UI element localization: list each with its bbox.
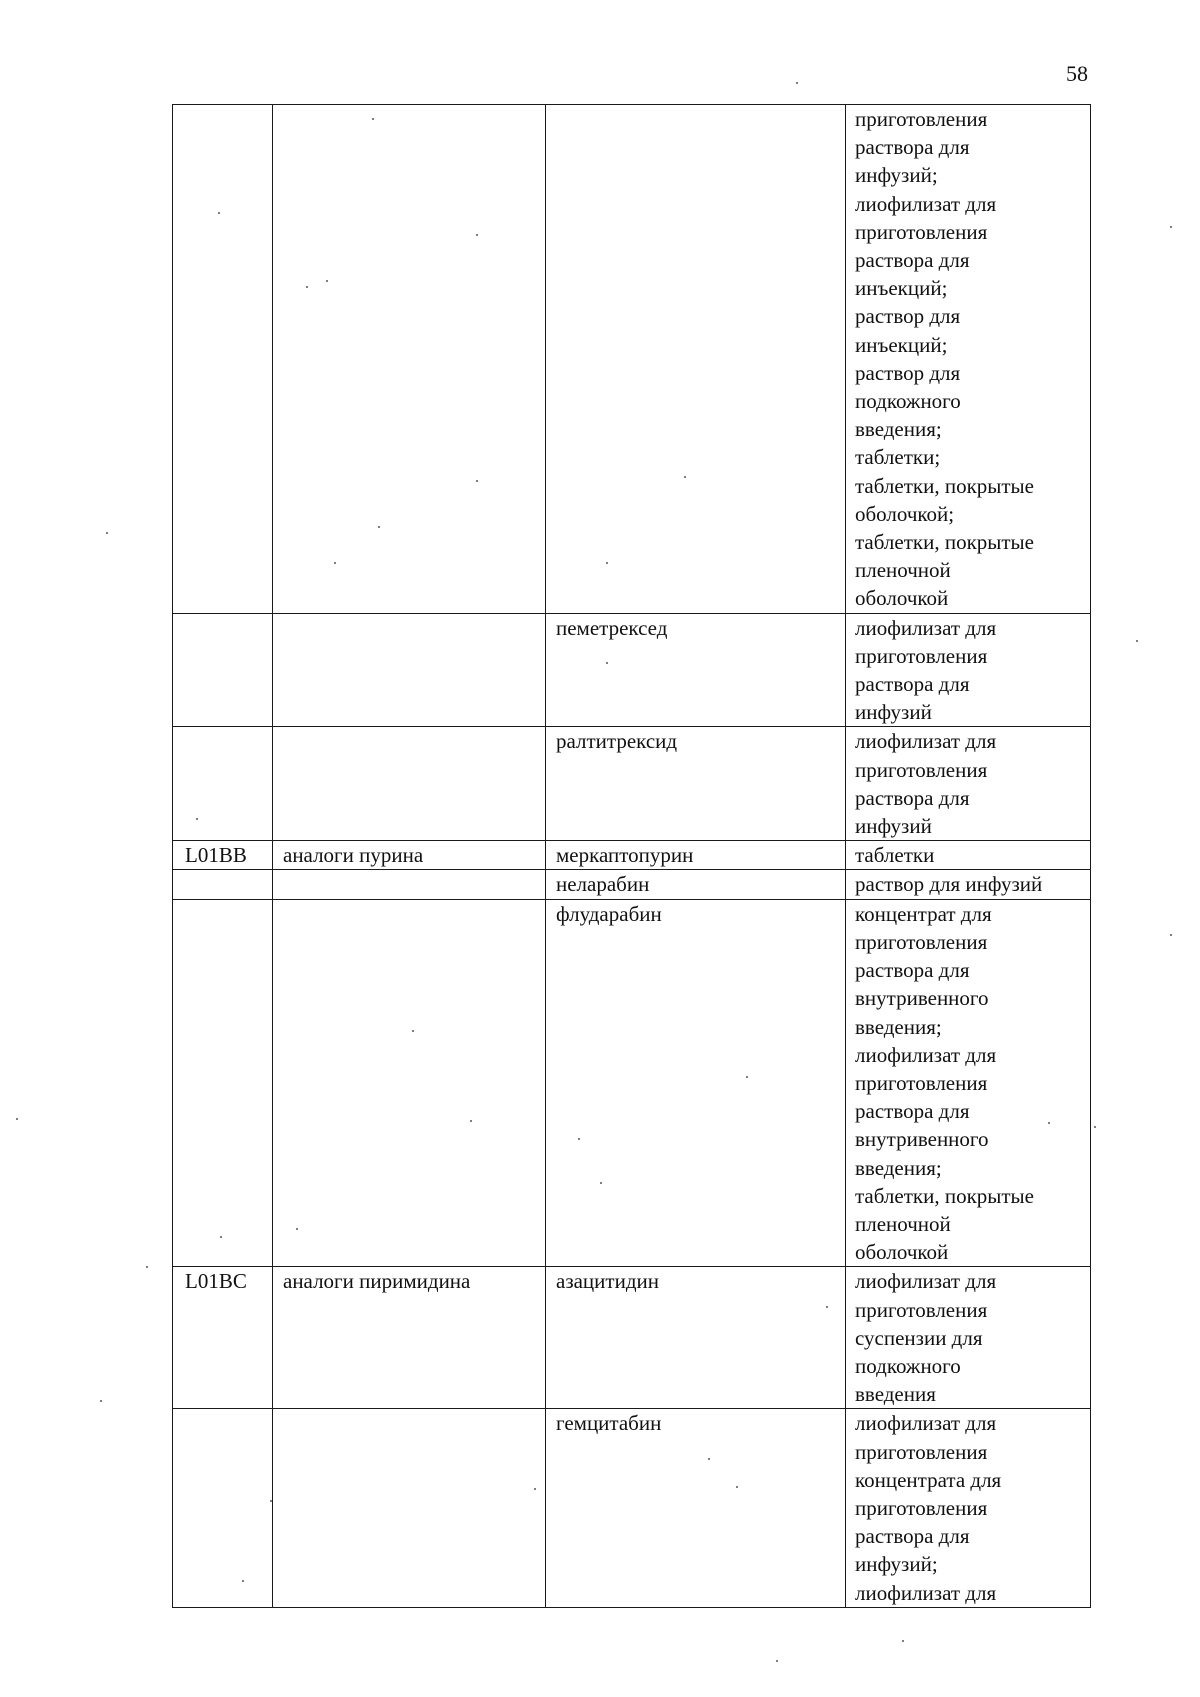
- scan-speck: [146, 1266, 148, 1268]
- dosage-form-line: инъекций;: [855, 276, 948, 301]
- dosage-form-line: приготовления: [855, 1439, 988, 1464]
- scan-speck: [270, 1500, 272, 1502]
- dosage-form-line: раствор для: [855, 304, 961, 329]
- dosage-form-line: введения: [855, 1382, 936, 1407]
- dosage-form-line: внутривенного: [855, 1127, 989, 1152]
- dosage-form-line: приготовления: [855, 107, 988, 131]
- drug-name-cell: неларабин: [546, 870, 846, 899]
- dosage-form-line: таблетки: [855, 843, 935, 868]
- scan-speck: [412, 1030, 414, 1032]
- dosage-form-cell: [846, 899, 1091, 1267]
- group-name-cell: [273, 1409, 546, 1607]
- group-name-cell: [273, 727, 546, 841]
- dosage-form-line: приготовления: [855, 1070, 988, 1095]
- dosage-form-line: лиофилизат для: [855, 615, 997, 640]
- dosage-form-line: раствора для: [855, 958, 970, 983]
- dosage-form-line: раствора для: [855, 1099, 970, 1124]
- atc-code-cell: [173, 1409, 273, 1607]
- scan-speck: [1170, 226, 1172, 228]
- scan-speck: [826, 1306, 828, 1308]
- table-row: [173, 899, 1091, 1267]
- table-row: [173, 841, 1091, 870]
- dosage-form-cell: [846, 870, 1091, 899]
- table-row: [173, 613, 1091, 727]
- drug-name-cell: меркаптопурин: [546, 841, 846, 870]
- scan-speck: [736, 1486, 738, 1488]
- scan-speck: [902, 1640, 904, 1642]
- scan-speck: [306, 286, 308, 288]
- dosage-form-line: концентрата для: [855, 1467, 1002, 1492]
- scan-speck: [476, 480, 478, 482]
- dosage-form-line: раствора для: [855, 785, 970, 810]
- scan-speck: [218, 212, 220, 214]
- scan-speck: [378, 526, 380, 528]
- scan-speck: [100, 1400, 102, 1402]
- scan-speck: [326, 280, 328, 282]
- drug-name-cell: азацитидин: [546, 1267, 846, 1409]
- dosage-form-line: концентрат для: [855, 901, 992, 926]
- scan-speck: [106, 532, 108, 534]
- dosage-form-line: пленочной: [855, 1211, 951, 1236]
- scan-speck: [708, 1458, 710, 1460]
- dosage-form-line: суспензии для: [855, 1325, 983, 1350]
- atc-code-cell: L01BC: [173, 1267, 273, 1409]
- dosage-form-line: инфузий;: [855, 1552, 938, 1577]
- scan-speck: [1136, 640, 1138, 642]
- dosage-form-line: введения;: [855, 1014, 942, 1039]
- dosage-form-line: пленочной: [855, 558, 951, 583]
- dosage-form-line: лиофилизат для: [855, 1269, 997, 1294]
- dosage-form-cell: [846, 1267, 1091, 1409]
- drug-name-cell: пеметрексед: [546, 613, 846, 727]
- dosage-form-cell: [846, 727, 1091, 841]
- dosage-form-line: подкожного: [855, 389, 961, 414]
- scan-speck: [476, 234, 478, 236]
- atc-code-cell: [173, 727, 273, 841]
- table-row: [173, 870, 1091, 899]
- dosage-form-line: инфузий: [855, 814, 932, 839]
- scan-speck: [334, 562, 336, 564]
- group-name-cell: аналоги пурина: [273, 841, 546, 870]
- drug-name-cell: ралтитрексид: [546, 727, 846, 841]
- table-row: [173, 1267, 1091, 1409]
- dosage-form-line: оболочкой: [855, 1240, 949, 1265]
- table-row: [173, 1409, 1091, 1607]
- scan-speck: [220, 1236, 222, 1238]
- scan-speck: [1170, 934, 1172, 936]
- dosage-form-line: раствор для инфузий: [855, 872, 1043, 897]
- scan-speck: [196, 818, 198, 820]
- atc-code-cell: [173, 105, 273, 614]
- scan-speck: [746, 1076, 748, 1078]
- dosage-form-line: лиофилизат для: [855, 729, 997, 754]
- dosage-form-line: раствора для: [855, 672, 970, 697]
- dosage-form-line: таблетки, покрытые: [855, 473, 1034, 498]
- scan-speck: [534, 1488, 536, 1490]
- dosage-form-line: инъекций;: [855, 332, 948, 357]
- table-row: [173, 727, 1091, 841]
- dosage-form-line: введения;: [855, 417, 942, 442]
- scan-speck: [606, 662, 608, 664]
- dosage-form-cell: [846, 613, 1091, 727]
- group-name-cell: [273, 613, 546, 727]
- drug-name-cell: флударабин: [546, 899, 846, 1267]
- dosage-form-line: раствора для: [855, 248, 970, 273]
- scan-speck: [296, 1228, 298, 1230]
- dosage-form-line: приготовления: [855, 757, 988, 782]
- dosage-form-cell: [846, 841, 1091, 870]
- dosage-form-line: приготовления: [855, 929, 988, 954]
- scan-speck: [606, 562, 608, 564]
- scan-speck: [1048, 1122, 1050, 1124]
- dosage-form-line: таблетки, покрытые: [855, 530, 1034, 555]
- scan-speck: [796, 82, 798, 84]
- scan-speck: [776, 1660, 778, 1662]
- scan-speck: [16, 1118, 18, 1120]
- dosage-form-line: оболочкой;: [855, 501, 955, 526]
- group-name-cell: [273, 899, 546, 1267]
- scan-speck: [1094, 1126, 1096, 1128]
- dosage-form-line: раствора для: [855, 1524, 970, 1549]
- dosage-form-line: приготовления: [855, 219, 988, 244]
- dosage-form-line: внутривенного: [855, 986, 989, 1011]
- group-name-cell: [273, 105, 546, 614]
- dosage-form-line: инфузий;: [855, 163, 938, 188]
- dosage-form-line: приготовления: [855, 643, 988, 668]
- drug-name-cell: гемцитабин: [546, 1409, 846, 1607]
- group-name-cell: [273, 870, 546, 899]
- atc-code-cell: [173, 613, 273, 727]
- scan-speck: [242, 1580, 244, 1582]
- dosage-form-line: лиофилизат для: [855, 1580, 997, 1605]
- dosage-form-line: подкожного: [855, 1353, 961, 1378]
- drug-table: [172, 104, 1091, 1608]
- dosage-form-line: инфузий: [855, 700, 932, 725]
- drug-name-cell: [546, 105, 846, 614]
- atc-code-cell: L01BB: [173, 841, 273, 870]
- dosage-form-cell: [846, 1409, 1091, 1607]
- scan-speck: [684, 476, 686, 478]
- atc-code-cell: [173, 870, 273, 899]
- dosage-form-line: таблетки, покрытые: [855, 1183, 1034, 1208]
- scan-speck: [470, 1120, 472, 1122]
- dosage-form-line: таблетки;: [855, 445, 941, 470]
- table-row: [173, 105, 1091, 614]
- group-name-cell: аналоги пиримидина: [273, 1267, 546, 1409]
- scan-speck: [372, 118, 374, 120]
- dosage-form-line: лиофилизат для: [855, 1411, 997, 1436]
- scan-speck: [600, 1182, 602, 1184]
- scan-speck: [578, 1138, 580, 1140]
- dosage-form-line: раствор для: [855, 360, 961, 385]
- dosage-form-line: введения;: [855, 1155, 942, 1180]
- page-number: 58: [1066, 61, 1088, 86]
- dosage-form-cell: [846, 105, 1091, 614]
- dosage-form-line: раствора для: [855, 135, 970, 160]
- dosage-form-line: приготовления: [855, 1495, 988, 1520]
- atc-code-cell: [173, 899, 273, 1267]
- dosage-form-line: лиофилизат для: [855, 191, 997, 216]
- dosage-form-line: оболочкой: [855, 586, 949, 611]
- dosage-form-line: лиофилизат для: [855, 1042, 997, 1067]
- dosage-form-line: приготовления: [855, 1297, 988, 1322]
